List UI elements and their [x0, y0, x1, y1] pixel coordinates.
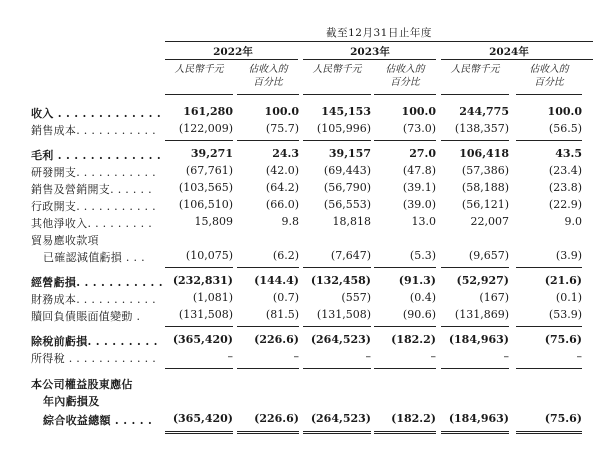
col-rule	[441, 94, 509, 95]
value-cell: 43.5	[555, 147, 582, 160]
row-label: 銷售及營銷開支. . . . . .	[31, 183, 152, 196]
year-2022: 2022年	[213, 46, 253, 58]
value-cell: (5.3)	[409, 249, 436, 262]
value-cell: (0.1)	[555, 291, 582, 304]
value-cell: (138,357)	[454, 122, 509, 135]
subtotal-rule	[516, 368, 582, 369]
value-cell: (22.9)	[548, 198, 582, 211]
subtotal-rule	[237, 368, 299, 369]
table-row-rnd	[0, 164, 600, 179]
value-cell: (69,443)	[323, 164, 371, 177]
value-cell: (365,420)	[172, 333, 233, 346]
total-double-rule	[237, 431, 299, 434]
table-row-receivables-heading	[0, 232, 600, 247]
value-cell: (75.7)	[265, 122, 299, 135]
row-label: 年內虧損及	[43, 395, 100, 408]
table-row-gross-profit	[0, 147, 600, 162]
value-cell: (42.0)	[265, 164, 299, 177]
value-cell: (0.7)	[272, 291, 299, 304]
value-cell: (56,790)	[323, 181, 371, 194]
value-cell: –	[365, 350, 371, 363]
value-cell: (53.9)	[548, 308, 582, 321]
subtotal-rule	[441, 140, 509, 141]
value-cell: –	[576, 350, 582, 363]
value-cell: (105,996)	[316, 122, 371, 135]
value-cell: 100.0	[401, 105, 436, 118]
subtotal-rule	[237, 267, 299, 268]
table-row-loss-before-tax	[0, 333, 600, 348]
col-rule	[303, 94, 371, 95]
value-cell: (226.6)	[254, 333, 299, 346]
subtotal-rule	[165, 267, 233, 268]
value-cell: (39.0)	[402, 198, 436, 211]
row-label: 銷售成本. . . . . . . . . . .	[31, 124, 156, 137]
value-cell: (75.6)	[544, 333, 582, 346]
subtotal-rule	[303, 326, 371, 327]
row-label: 綜合收益總額 . . . . .	[43, 414, 153, 427]
row-label: 毛利 . . . . . . . . . . . . .	[31, 149, 161, 162]
subtotal-rule	[237, 140, 299, 141]
subtotal-rule	[303, 267, 371, 268]
value-cell: (232,831)	[172, 274, 233, 287]
value-cell: (57,386)	[461, 164, 509, 177]
table-row-attributable-sub	[0, 393, 600, 408]
value-cell: (47.8)	[402, 164, 436, 177]
value-cell: (10,075)	[185, 249, 233, 262]
value-cell: 106,418	[459, 147, 509, 160]
value-cell: 39,271	[190, 147, 233, 160]
table-row-redemption-liability	[0, 308, 600, 323]
col-rule	[516, 94, 582, 95]
row-label: 行政開支. . . . . . . . . . .	[31, 200, 156, 213]
value-cell: (56,121)	[461, 198, 509, 211]
value-cell: (182.2)	[391, 333, 436, 346]
table-row-other-income	[0, 215, 600, 230]
row-label: 經營虧損. . . . . . . . . . .	[31, 276, 163, 289]
subtotal-rule	[516, 326, 582, 327]
subtotal-rule	[165, 368, 233, 369]
subtotal-rule	[374, 326, 436, 327]
value-cell: 244,775	[459, 105, 509, 118]
subtotal-rule	[441, 267, 509, 268]
row-label: 除稅前虧損. . . . . . . . .	[31, 335, 158, 348]
subtotal-rule	[303, 368, 371, 369]
row-label: 財務成本. . . . . . . . . . .	[31, 293, 156, 306]
value-cell: (1,081)	[192, 291, 233, 304]
value-cell: (23.8)	[548, 181, 582, 194]
subtotal-rule	[516, 140, 582, 141]
value-cell: (264,523)	[310, 333, 371, 346]
subtotal-rule	[165, 140, 233, 141]
value-cell: (52,927)	[456, 274, 509, 287]
subtotal-rule	[374, 368, 436, 369]
col-header-amount-2022: 人民幣千元	[174, 64, 224, 75]
value-cell: (557)	[341, 291, 371, 304]
value-cell: (81.5)	[265, 308, 299, 321]
row-label: 本公司權益股東應佔	[31, 378, 133, 391]
total-double-rule	[165, 431, 233, 434]
col-header-pct-2023: 佔收入的 百分比	[385, 64, 425, 88]
year-rule-2023	[303, 59, 436, 60]
table-row-attributable-heading	[0, 376, 600, 391]
table-row-total-comprehensive	[0, 412, 600, 427]
value-cell: 22,007	[470, 215, 509, 228]
value-cell: 145,153	[321, 105, 371, 118]
year-rule-2022	[165, 59, 298, 60]
value-cell: (365,420)	[172, 412, 233, 425]
row-label: 其他淨收入. . . . . . . . .	[31, 217, 153, 230]
table-row-finance-costs	[0, 291, 600, 306]
value-cell: 39,157	[328, 147, 371, 160]
value-cell: (167)	[479, 291, 509, 304]
value-cell: (91.3)	[398, 274, 436, 287]
subtotal-rule	[165, 326, 233, 327]
period-header: 截至12月31日止年度	[326, 27, 432, 39]
value-cell: (131,508)	[316, 308, 371, 321]
value-cell: 161,280	[183, 105, 233, 118]
value-cell: (7,647)	[330, 249, 371, 262]
col-header-pct-2022: 佔收入的 百分比	[248, 64, 288, 88]
value-cell: (103,565)	[178, 181, 233, 194]
year-rule-2024	[441, 59, 593, 60]
value-cell: –	[430, 350, 436, 363]
table-row-revenue	[0, 105, 600, 120]
subtotal-rule	[374, 140, 436, 141]
subtotal-rule	[303, 140, 371, 141]
value-cell: (106,510)	[178, 198, 233, 211]
col-header-amount-2024: 人民幣千元	[450, 64, 500, 75]
value-cell: –	[503, 350, 509, 363]
value-cell: (184,963)	[448, 333, 509, 346]
table-row-operating-loss	[0, 274, 600, 289]
year-2024: 2024年	[489, 46, 529, 58]
value-cell: (131,508)	[178, 308, 233, 321]
period-rule	[165, 41, 593, 42]
subtotal-rule	[441, 368, 509, 369]
row-label: 贖回負債賬面值變動 .	[31, 310, 141, 323]
col-rule	[165, 94, 233, 95]
subtotal-rule	[237, 326, 299, 327]
row-label: 貿易應收款項	[31, 234, 99, 247]
row-label: 研發開支. . . . . . . . . . .	[31, 166, 156, 179]
table-row-cost-of-sales	[0, 122, 600, 137]
value-cell: (73.0)	[402, 122, 436, 135]
col-header-amount-2023: 人民幣千元	[312, 64, 362, 75]
value-cell: (6.2)	[272, 249, 299, 262]
value-cell: 100.0	[547, 105, 582, 118]
value-cell: –	[227, 350, 233, 363]
value-cell: (132,458)	[310, 274, 371, 287]
value-cell: 15,809	[194, 215, 233, 228]
value-cell: (39.1)	[402, 181, 436, 194]
value-cell: (23.4)	[548, 164, 582, 177]
value-cell: (90.6)	[402, 308, 436, 321]
value-cell: (184,963)	[448, 412, 509, 425]
subtotal-rule	[441, 326, 509, 327]
col-rule	[237, 94, 299, 95]
value-cell: (64.2)	[265, 181, 299, 194]
value-cell: (122,009)	[178, 122, 233, 135]
row-label: 已確認減值虧損 . . .	[43, 251, 145, 264]
col-rule	[374, 94, 436, 95]
value-cell: (0.4)	[409, 291, 436, 304]
year-2023: 2023年	[350, 46, 390, 58]
value-cell: (264,523)	[310, 412, 371, 425]
table-row-admin	[0, 198, 600, 213]
value-cell: 24.3	[272, 147, 299, 160]
value-cell: 9.0	[564, 215, 582, 228]
col-header-pct-2024: 佔收入的 百分比	[529, 64, 569, 88]
table-row-selling-marketing	[0, 181, 600, 196]
value-cell: 18,818	[332, 215, 371, 228]
total-double-rule	[303, 431, 371, 434]
table-row-impairment	[0, 249, 600, 264]
value-cell: (144.4)	[254, 274, 299, 287]
value-cell: 27.0	[409, 147, 436, 160]
value-cell: 100.0	[264, 105, 299, 118]
subtotal-rule	[374, 267, 436, 268]
value-cell: 9.8	[281, 215, 299, 228]
total-double-rule	[441, 431, 509, 434]
table-row-income-tax	[0, 350, 600, 365]
value-cell: (58,188)	[461, 181, 509, 194]
value-cell: –	[293, 350, 299, 363]
row-label: 收入 . . . . . . . . . . . . .	[31, 107, 161, 120]
value-cell: (21.6)	[544, 274, 582, 287]
value-cell: (75.6)	[544, 412, 582, 425]
total-double-rule	[516, 431, 582, 434]
value-cell: (226.6)	[254, 412, 299, 425]
value-cell: (9,657)	[468, 249, 509, 262]
row-label: 所得稅 . . . . . . . . . . . .	[31, 352, 157, 365]
value-cell: (3.9)	[555, 249, 582, 262]
value-cell: (182.2)	[391, 412, 436, 425]
value-cell: (67,761)	[185, 164, 233, 177]
subtotal-rule	[516, 267, 582, 268]
total-double-rule	[374, 431, 436, 434]
value-cell: (56,553)	[323, 198, 371, 211]
value-cell: (131,869)	[454, 308, 509, 321]
value-cell: 13.0	[411, 215, 436, 228]
value-cell: (66.0)	[265, 198, 299, 211]
value-cell: (56.5)	[548, 122, 582, 135]
